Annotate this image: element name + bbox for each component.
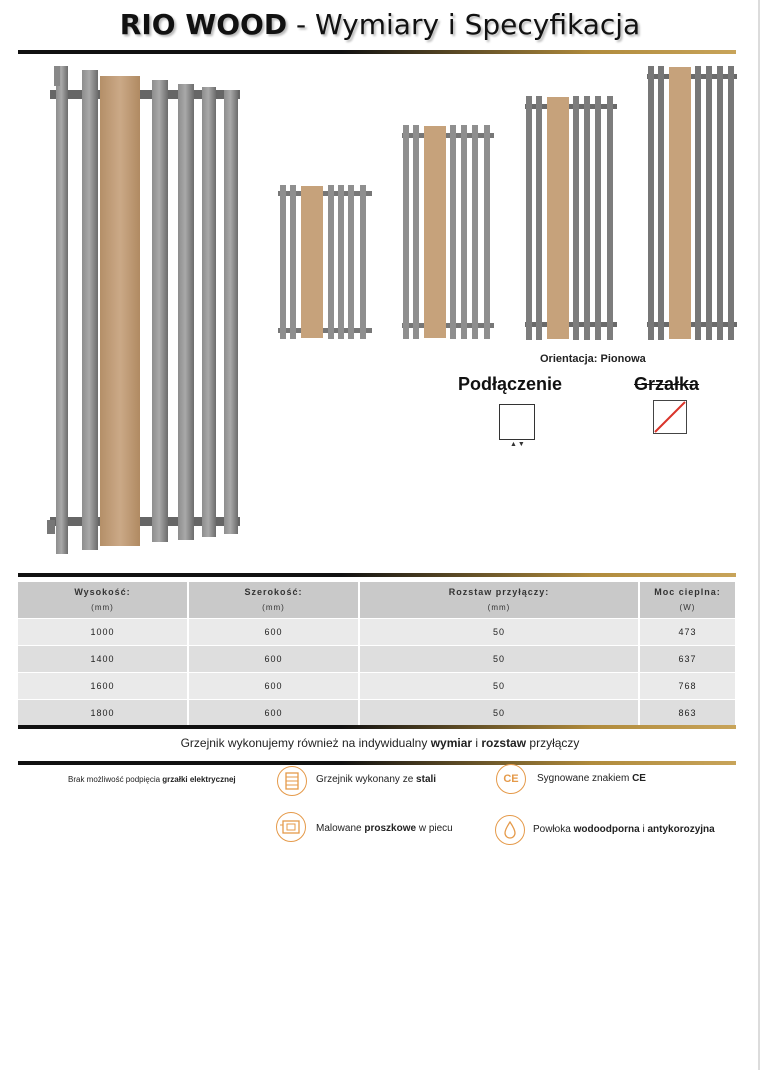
cell-spacing: 50 xyxy=(359,646,639,673)
radiator-icon xyxy=(277,766,307,796)
table-row xyxy=(18,700,736,727)
heater-label: Grzałka xyxy=(634,374,700,394)
radiator-variant-1000 xyxy=(276,183,374,343)
feature-no-heater: Brak możliwość podpięcia grzałki elektrycznej xyxy=(68,775,236,784)
table-row xyxy=(18,673,736,700)
table-top-divider xyxy=(18,573,736,577)
cell-width: 600 xyxy=(188,673,359,700)
feature-coating: Powłoka wodoodporna i antykorozyjna xyxy=(533,824,715,835)
title-divider xyxy=(18,50,736,54)
custom-size-note: Grzejnik wykonujemy również na indywidualny wymiar i rozstaw przyłączy xyxy=(180,736,580,750)
cell-power: 768 xyxy=(639,673,736,700)
heater-unavailable-icon xyxy=(653,400,687,434)
page-title: RIO WOOD - Wymiary i Specyfikacja xyxy=(119,8,641,41)
spec-table xyxy=(18,582,737,726)
header-spacing: Rozstaw przyłączy: (mm) xyxy=(359,582,639,619)
cell-width: 600 xyxy=(188,646,359,673)
cell-spacing: 50 xyxy=(359,700,639,727)
table-bottom-divider xyxy=(18,725,736,729)
header-width: Szerokość: (mm) xyxy=(188,582,359,619)
cell-height: 1600 xyxy=(18,673,188,700)
header-height: Wysokość: (mm) xyxy=(18,582,188,619)
feature-steel: Grzejnik wykonany ze stali xyxy=(316,774,437,785)
paint-oven-icon xyxy=(276,812,306,842)
cell-height: 1800 xyxy=(18,700,188,727)
feature-powder: Malowane proszkowe w piecu xyxy=(316,823,453,834)
orientation-label: Orientacja: Pionowa xyxy=(540,353,646,365)
table-row xyxy=(18,646,736,673)
cell-height: 1400 xyxy=(18,646,188,673)
cell-power: 863 xyxy=(639,700,736,727)
cell-height: 1000 xyxy=(18,619,188,646)
connection-label: Podłączenie xyxy=(458,374,563,394)
connection-arrows-icon: ▲▼ xyxy=(510,441,526,448)
radiator-variant-1400 xyxy=(400,123,496,343)
water-drop-icon xyxy=(495,815,525,845)
table-row xyxy=(18,619,736,646)
cell-width: 600 xyxy=(188,619,359,646)
radiator-variant-1600 xyxy=(523,94,619,344)
cell-power: 637 xyxy=(639,646,736,673)
bottom-connection-icon xyxy=(499,404,535,440)
header-power: Moc cieplna: (W) xyxy=(639,582,736,619)
table-header-row xyxy=(18,582,736,619)
features-divider xyxy=(18,761,736,765)
cell-spacing: 50 xyxy=(359,619,639,646)
ce-mark-icon: CE xyxy=(496,764,526,794)
feature-ce: Sygnowane znakiem CE xyxy=(537,773,646,784)
cell-power: 473 xyxy=(639,619,736,646)
radiator-variant-1800 xyxy=(645,64,739,344)
cell-width: 600 xyxy=(188,700,359,727)
cell-spacing: 50 xyxy=(359,673,639,700)
radiator-main-image xyxy=(40,62,245,562)
